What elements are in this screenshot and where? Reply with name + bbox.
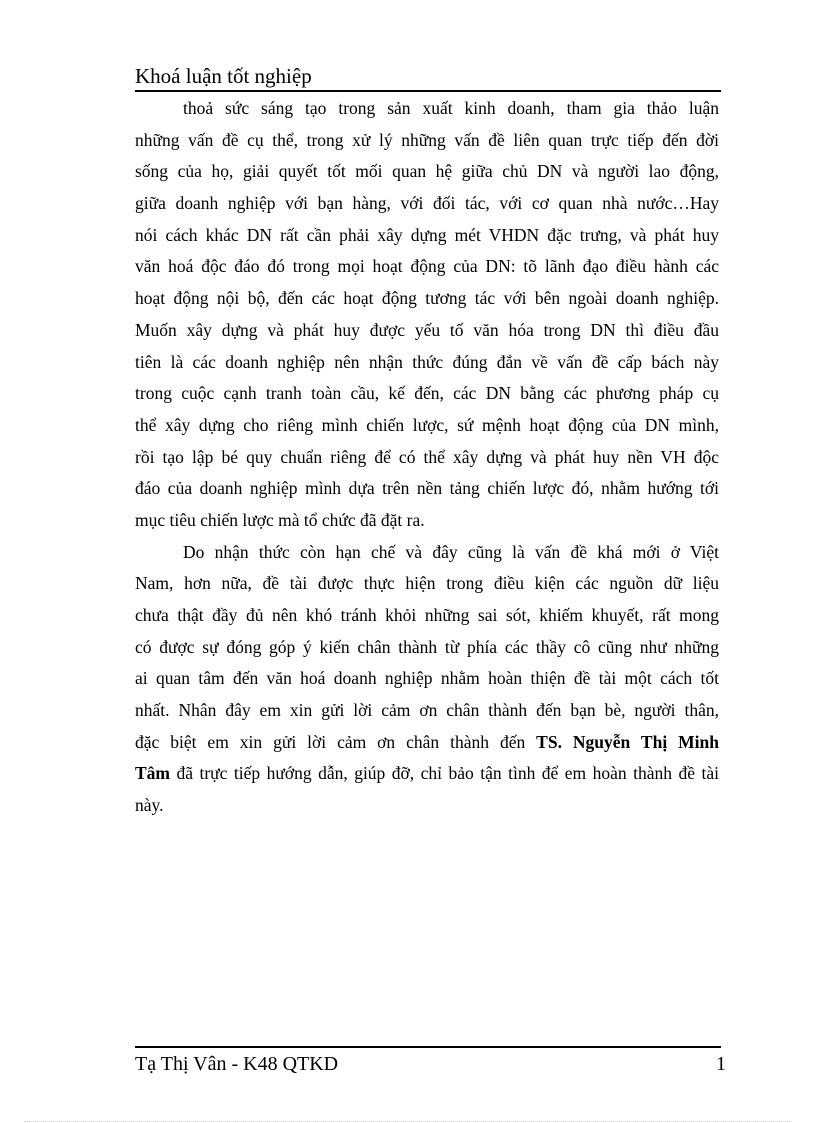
supervisor-name: TS. Nguyễn Thị Minh <box>536 731 719 752</box>
paragraph-1-line: giữa doanh nghiệp với bạn hàng, với đối tác, với cơ quan nhà nước…Hay <box>135 193 719 214</box>
paragraph-2-line: nhất. Nhân đây em xin gửi lời cảm ơn chân thành đến bạn bè, người thân, <box>135 700 719 721</box>
paragraph-2-line: chưa thật đầy đủ nên khó tránh khỏi những sai sót, khiếm khuyết, rất mong <box>135 605 719 625</box>
paragraph-1-line: những vấn đề cụ thể, trong xử lý những vấn đề liên quan trực tiếp đến đời <box>135 129 719 150</box>
body-text <box>135 93 719 822</box>
footer-author: Tạ Thị Vân - K48 QTKD <box>135 1053 339 1075</box>
paragraph-2-line: này. <box>135 795 164 816</box>
paragraph-1-line: sống của họ, giải quyết tốt mối quan hệ giữa chủ DN và người lao động, <box>135 161 719 182</box>
paragraph-1-line: nói cách khác DN rất cần phải xây dựng mét VHDN đặc trưng, và phát huy <box>135 224 719 245</box>
paragraph-2-line: Do nhận thức còn hạn chế và đây cũng là vấn đề khá mới ở Việt <box>183 541 719 562</box>
page-edge-dotted-line <box>24 1121 792 1122</box>
paragraph-1 <box>135 93 719 537</box>
supervisor-name-end: Tâm <box>135 763 170 784</box>
paragraph-2-line: Nam, hơn nữa, đề tài được thực hiện trong điều kiện các nguồn dữ liệu <box>135 573 719 594</box>
header-rule <box>135 90 721 92</box>
acknowledgement-rest: đã trực tiếp hướng dẫn, giúp đỡ, chỉ bảo tận tình để em hoàn thành đề tài <box>170 763 719 784</box>
paragraph-2-line <box>135 727 719 759</box>
paragraph-2-line: có được sự đóng góp ý kiến chân thành từ phía các thầy cô cũng như những <box>135 636 719 657</box>
paragraph-1-line: thoả sức sáng tạo trong sản xuất kinh doanh, tham gia thảo luận <box>183 98 719 118</box>
paragraph-1-line: trong cuộc cạnh tranh toàn cầu, kế đến, các DN bằng các phương pháp cụ <box>135 383 719 404</box>
paragraph-1-line: đáo của doanh nghiệp mình dựa trên nền tảng chiến lược đó, nhằm hướng tới <box>135 478 719 499</box>
paragraph-1-line: văn hoá độc đáo đó trong mọi hoạt động của DN: tõ lãnh đạo điều hành các <box>135 256 719 277</box>
paragraph-1-line: tiên là các doanh nghiệp nên nhận thức đúng đắn về vấn đề cấp bách này <box>135 351 719 372</box>
paragraph-2-line <box>135 758 719 790</box>
footer-rule <box>135 1046 721 1048</box>
paragraph-1-line: thể xây dựng cho riêng mình chiến lược, sứ mệnh hoạt động của DN mình, <box>135 414 719 435</box>
paragraph-1-line: rồi tạo lập bé quy chuẩn riêng để có thể xây dựng và phát huy nền VH độc <box>135 446 719 467</box>
page-number: 1 <box>716 1053 726 1075</box>
acknowledgement-prefix: đặc biệt em xin gửi lời cảm ơn chân thành đến <box>135 731 537 752</box>
paragraph-2-line: ai quan tâm đến văn hoá doanh nghiệp nhằm hoàn thiện đề tài một cách tốt <box>135 668 719 689</box>
header-title: Khoá luận tốt nghiệp <box>135 64 312 88</box>
paragraph-1-line: Muốn xây dựng và phát huy được yếu tố văn hóa trong DN thì điều đầu <box>135 319 719 340</box>
paragraph-1-line: mục tiêu chiến lược mà tổ chức đã đặt ra. <box>135 509 425 530</box>
paragraph-2 <box>135 537 719 822</box>
paragraph-1-line: hoạt động nội bộ, đến các hoạt động tương tác với bên ngoài doanh nghiệp. <box>135 288 719 309</box>
